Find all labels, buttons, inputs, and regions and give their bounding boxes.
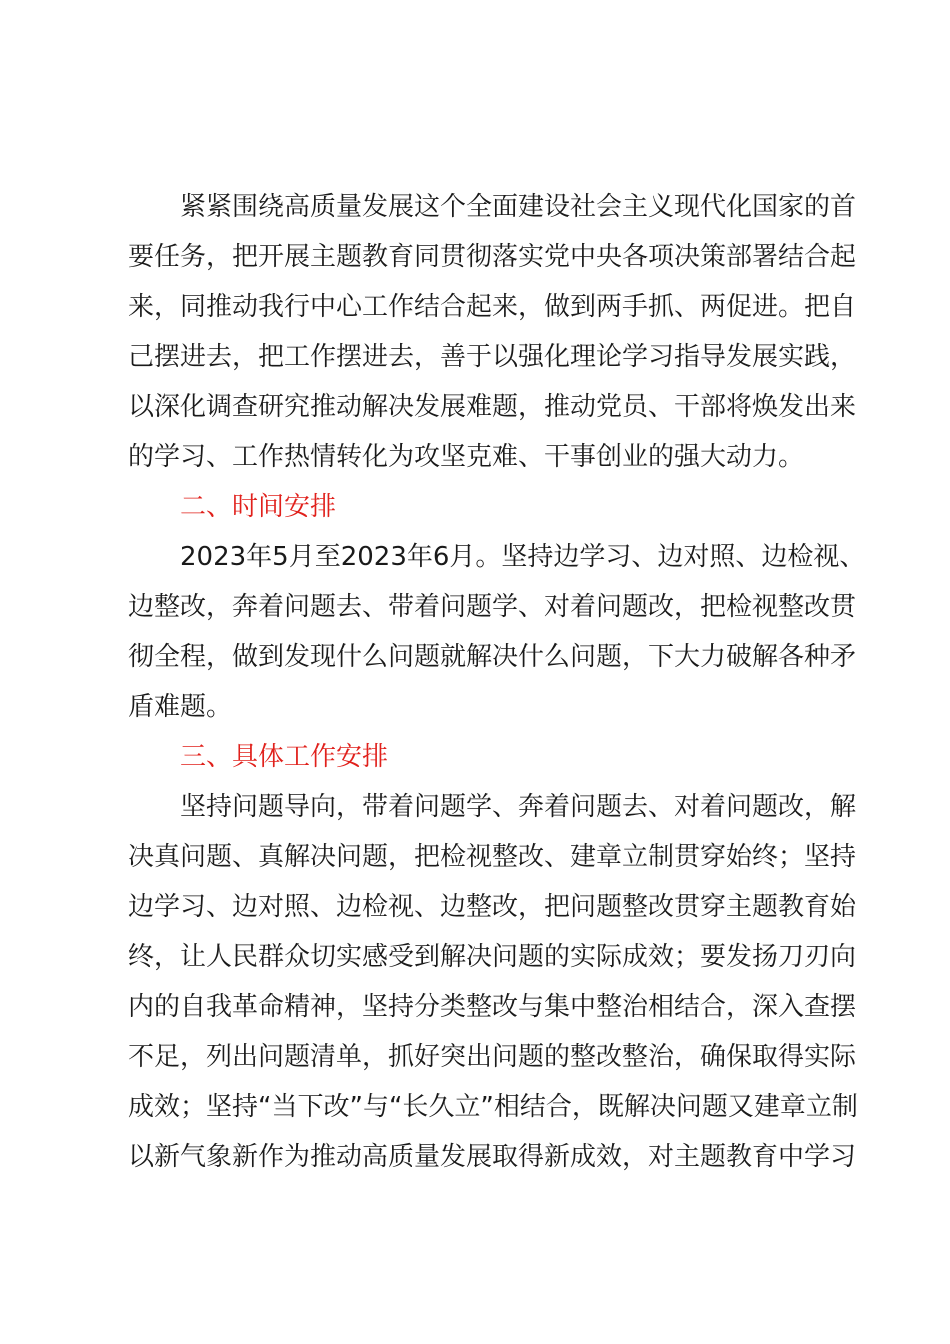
section-heading-work-arrangement: 三、具体工作安排 — [180, 742, 389, 772]
text-line: 坚持问题导向，带着问题学、奔着问题去、对着问题改，解 — [180, 792, 857, 822]
text-line: 终，让人民群众切实感受到解决问题的实际成效；要发扬刀刃向 — [128, 942, 857, 972]
text-line: 己摆进去，把工作摆进去，善于以强化理论学习指导发展实践， — [128, 342, 857, 372]
text-line: 要任务，把开展主题教育同贯彻落实党中央各项决策部署结合起 — [128, 242, 857, 272]
text-line: 2023年5月至2023年6月。坚持边学习、边对照、边检视、 — [180, 542, 866, 572]
text-line: 的学习、工作热情转化为攻坚克难、干事创业的强大动力。 — [128, 442, 805, 472]
text-line: 紧紧围绕高质量发展这个全面建设社会主义现代化国家的首 — [180, 192, 857, 222]
text-line: 盾难题。 — [128, 692, 233, 722]
text-line: 来，同推动我行中心工作结合起来，做到两手抓、两促进。把自 — [128, 292, 857, 322]
text-line: 不足，列出问题清单，抓好突出问题的整改整治，确保取得实际 — [128, 1042, 857, 1072]
text-line: 内的自我革命精神，坚持分类整改与集中整治相结合，深入查摆 — [128, 992, 857, 1022]
section-heading-time-schedule: 二、时间安排 — [180, 492, 337, 522]
document-body — [128, 182, 866, 1182]
paragraph-time-schedule — [128, 532, 866, 732]
text-line: 成效；坚持“当下改”与“长久立”相结合，既解决问题又建章立制 — [128, 1092, 858, 1122]
paragraph-goal — [128, 182, 857, 482]
text-line: 决真问题、真解决问题，把检视整改、建章立制贯穿始终；坚持 — [128, 842, 857, 872]
text-line: 以新气象新作为推动高质量发展取得新成效，对主题教育中学习 — [128, 1142, 857, 1172]
text-line: 彻全程，做到发现什么问题就解决什么问题，下大力破解各种矛 — [128, 642, 857, 672]
text-line: 边整改，奔着问题去、带着问题学、对着问题改，把检视整改贯 — [128, 592, 857, 622]
text-line: 以深化调查研究推动解决发展难题，推动党员、干部将焕发出来 — [128, 392, 857, 422]
text-line: 边学习、边对照、边检视、边整改，把问题整改贯穿主题教育始 — [128, 892, 857, 922]
paragraph-work-arrangement — [128, 782, 858, 1182]
